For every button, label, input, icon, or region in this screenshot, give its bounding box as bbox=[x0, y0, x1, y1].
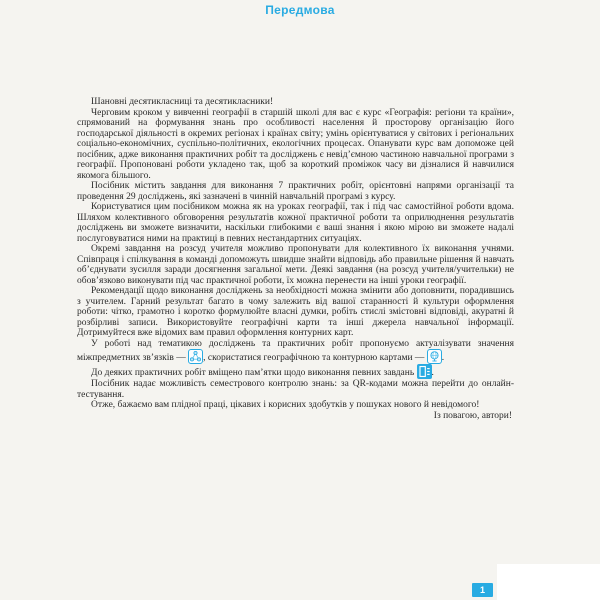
memo-icon bbox=[417, 364, 432, 379]
paragraph-text: У роботі над тематикою досліджень та практичних робіт пропонуємо актуалізувати значення міжпредметних зв’язків — bbox=[77, 338, 514, 363]
paragraph-course-intro: Черговим кроком у вивченні географії в старшій школі для вас є курс «Географія: регіони та країни», спрямований на формування знань про особливості населення й просторову організацію його господарської діяльності в окремих регіонах і країнах світу; умінь орієнтуватися у світових і регіональних соціально-економічних, суспільно-політичних, екологічних процесах. Опанувати курс вам допоможе цей посібник, адже виконання практичних робіт та досліджень є невід’ємною частиною навчальної програми з географії. Пропоновані роботи укладено так, щоб за короткий проміжок часу ви дізналися й навчилися якомога більшого. bbox=[77, 107, 514, 181]
paragraph-recommendations: Рекомендації щодо виконання досліджень за необхідності можна змінити або доповнити, порадившись з учителем. Гарний результат багато в чому залежить від вашої старанності й культури оформлення роботи: чітко, грамотно і коротко формулюйте власні думки, робіть стислі змістовні відповіді, акуратні й розбірливі записи. Використовуйте географічні карти та інші джерела навчальної інформації. Дотримуйтеся вже відомих вам правил оформлення контурних карт. bbox=[77, 286, 514, 338]
page-number-badge: 1 bbox=[472, 583, 493, 597]
scan-white-corner bbox=[497, 564, 600, 600]
paragraph-contents: Посібник містить завдання для виконання 7 практичних робіт, орієнтовні напрями організації та проведення 29 досліджень, які зазначені в чинній навчальній програмі з курсу. bbox=[77, 181, 514, 202]
preface-content bbox=[77, 97, 514, 421]
paragraph-text: . bbox=[431, 368, 434, 378]
paragraph-text: . bbox=[441, 353, 445, 363]
paragraph-interdisciplinary bbox=[77, 339, 514, 365]
page-title: Передмова bbox=[265, 3, 335, 17]
paragraph-memo bbox=[77, 364, 514, 379]
paragraph-wishes: Отже, бажаємо вам плідної праці, цікавих і корисних здобутків у пошуках нового й невідомого! bbox=[91, 400, 480, 410]
paragraph-text: До деяких практичних робіт вміщено пам’ятки щодо виконання певних завдань bbox=[91, 368, 417, 378]
paragraph-greeting: Шановні десятикласниці та десятикласники! bbox=[91, 97, 274, 107]
paragraph-usage: Користуватися цим посібником можна як на уроках географії, так і під час самостійної роботи вдома. Шляхом колективного обговорення результатів кожної практичної роботи та оприлюднення результатів досліджень ви зможете визначити, наскільки глибокими є ваші знання і якою мірою ви зможете надалі послуговуватися ними на практиці в певних нестандартних ситуаціях. bbox=[77, 202, 514, 244]
paragraph-group-work: Окремі завдання на розсуд учителя можливо пропонувати для колективного їх виконання учнями. Співпраця і спілкування в команді допоможуть швидше знайти відповідь або правильне рішення й навчать об’єднувати зусилля заради досягнення загальної мети. Деякі завдання (на розсуд учителя/учительки) не обов’язково виконувати під час практичної роботи, їх можна перенести на інші уроки географії. bbox=[77, 244, 514, 286]
interdisciplinary-links-icon bbox=[188, 349, 203, 364]
paragraph-qr-testing: Посібник надає можливість семестрового контролю знань: за QR-кодами можна перейти до онлайн-тестування. bbox=[77, 379, 514, 400]
paragraph-text: , скористатися географічною та контурною картами — bbox=[203, 353, 427, 363]
globe-map-icon bbox=[427, 349, 445, 364]
authors-signature: Із повагою, автори! bbox=[433, 410, 512, 421]
